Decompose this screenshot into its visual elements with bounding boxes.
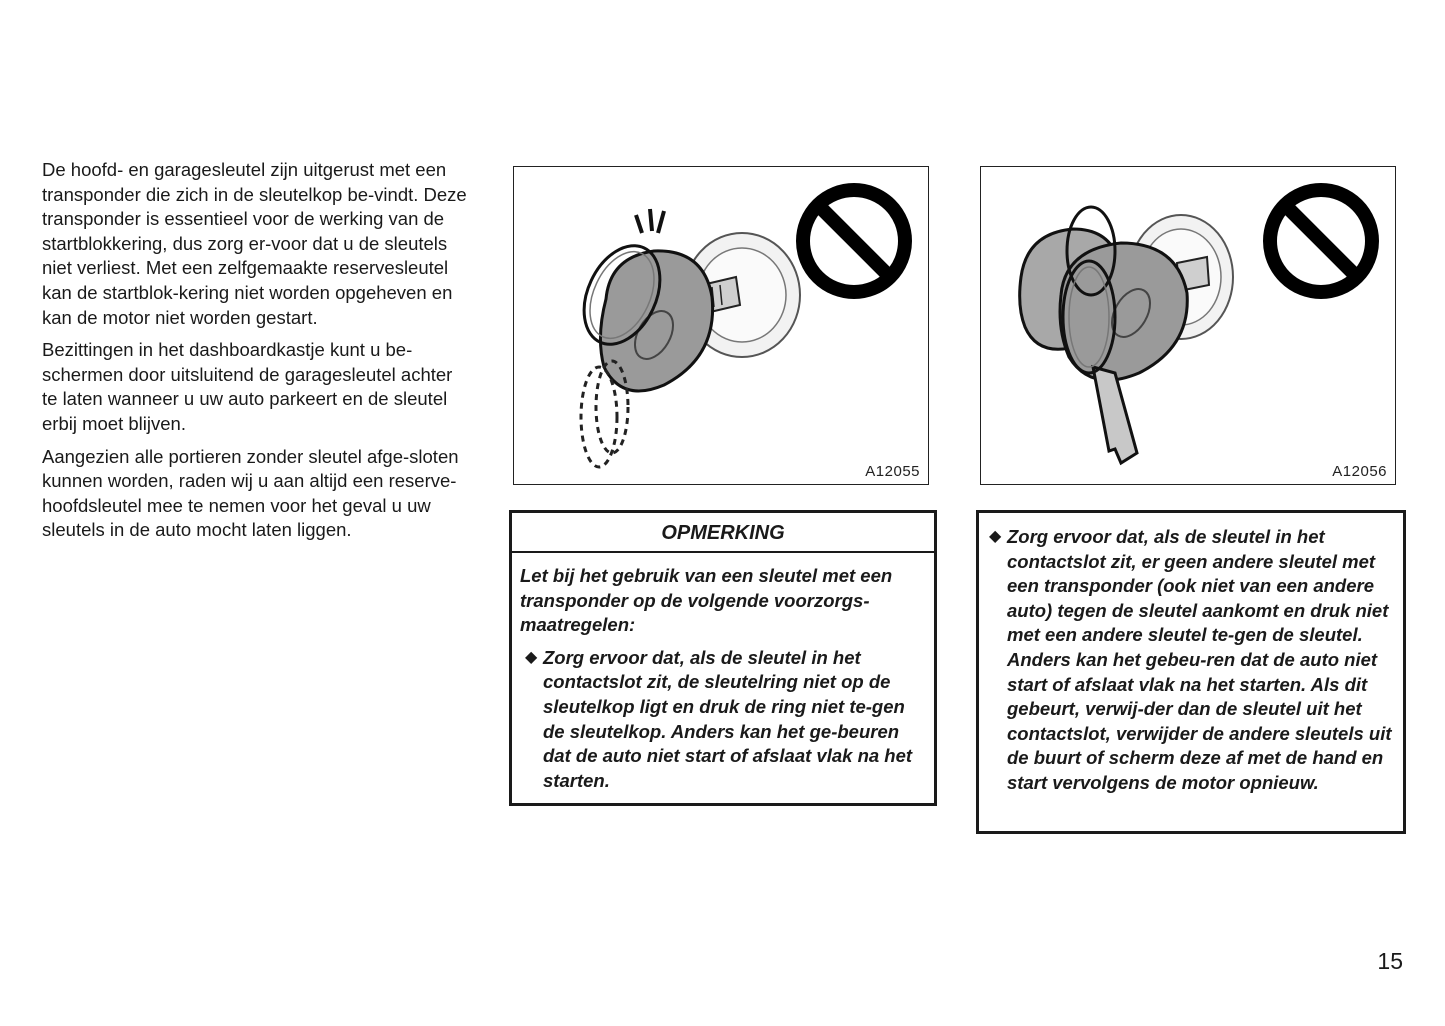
- page-number: 15: [1377, 948, 1403, 974]
- warning-text: Zorg ervoor dat, als de sleutel in het contactslot zit, er geen andere sleutel met een transponder (ook niet van een andere auto) tegen de sleutel aankomt en druk niet met een andere sleutel te-gen de sleutel. Anders kan het gebeu-ren dat de auto niet start of afslaat vlak na het starten. Als dit gebeurt, verwij-der dan de sleutel uit het contactslot, verwijder de andere sleutels uit de buurt of scherm deze af met de hand en start vervolgens de motor opnieuw.: [1007, 526, 1392, 793]
- note-intro: Let bij het gebruik van een sleutel met een transponder op de volgende voorzorgs-maatregelen:: [520, 565, 893, 636]
- figure-code: A12056: [1332, 463, 1387, 480]
- body-text: [42, 158, 472, 551]
- body-paragraph-1: De hoofd- en garagesleutel zijn uitgerust met een transponder die zich in de sleutelkop be-vindt. Deze transponder is essentieel voor de werking van de startblokkering, dus zorg er-voor dat u de sleutels niet verliest. Met een zelfgemaakte reservesleutel kan de startblok-kering niet worden opgeheven en kan de motor niet worden gestart.: [42, 159, 467, 328]
- body-paragraph-3: Aangezien alle portieren zonder sleutel afge-sloten kunnen worden, raden wij u aan altijd een reserve-hoofdsleutel mee te nemen voor het geval u uw sleutels in de auto mocht laten liggen.: [42, 445, 459, 541]
- note-body: [512, 553, 934, 793]
- body-paragraph-2: Bezittingen in het dashboardkastje kunt u be-schermen door uitsluitend de garagesleutel achter te laten wanneer u uw auto parkeert en de sleutel erbij moet blijven.: [42, 339, 453, 434]
- figure-key-ring-warning: [513, 166, 929, 485]
- diamond-bullet-icon: ◆: [525, 648, 538, 666]
- note-bullet-text: Zorg ervoor dat, als de sleutel in het contactslot zit, de sleutelring niet op de sleutelkop ligt en druk de ring niet te-gen de sleutelkop. Anders kan het ge-beuren dat de auto niet start of afslaat vlak na het starten.: [543, 646, 913, 791]
- note-title: OPMERKING: [512, 513, 934, 553]
- diamond-bullet-icon: ◆: [989, 528, 1002, 545]
- warning-box: [976, 510, 1406, 834]
- warning-bullet: [989, 525, 1395, 796]
- figure-second-key-warning: [980, 166, 1396, 485]
- note-bullet: [525, 646, 926, 794]
- figure-code: A12055: [865, 463, 920, 480]
- note-box: [509, 510, 937, 806]
- prohibited-icon: [514, 167, 930, 486]
- prohibited-icon: [981, 167, 1397, 486]
